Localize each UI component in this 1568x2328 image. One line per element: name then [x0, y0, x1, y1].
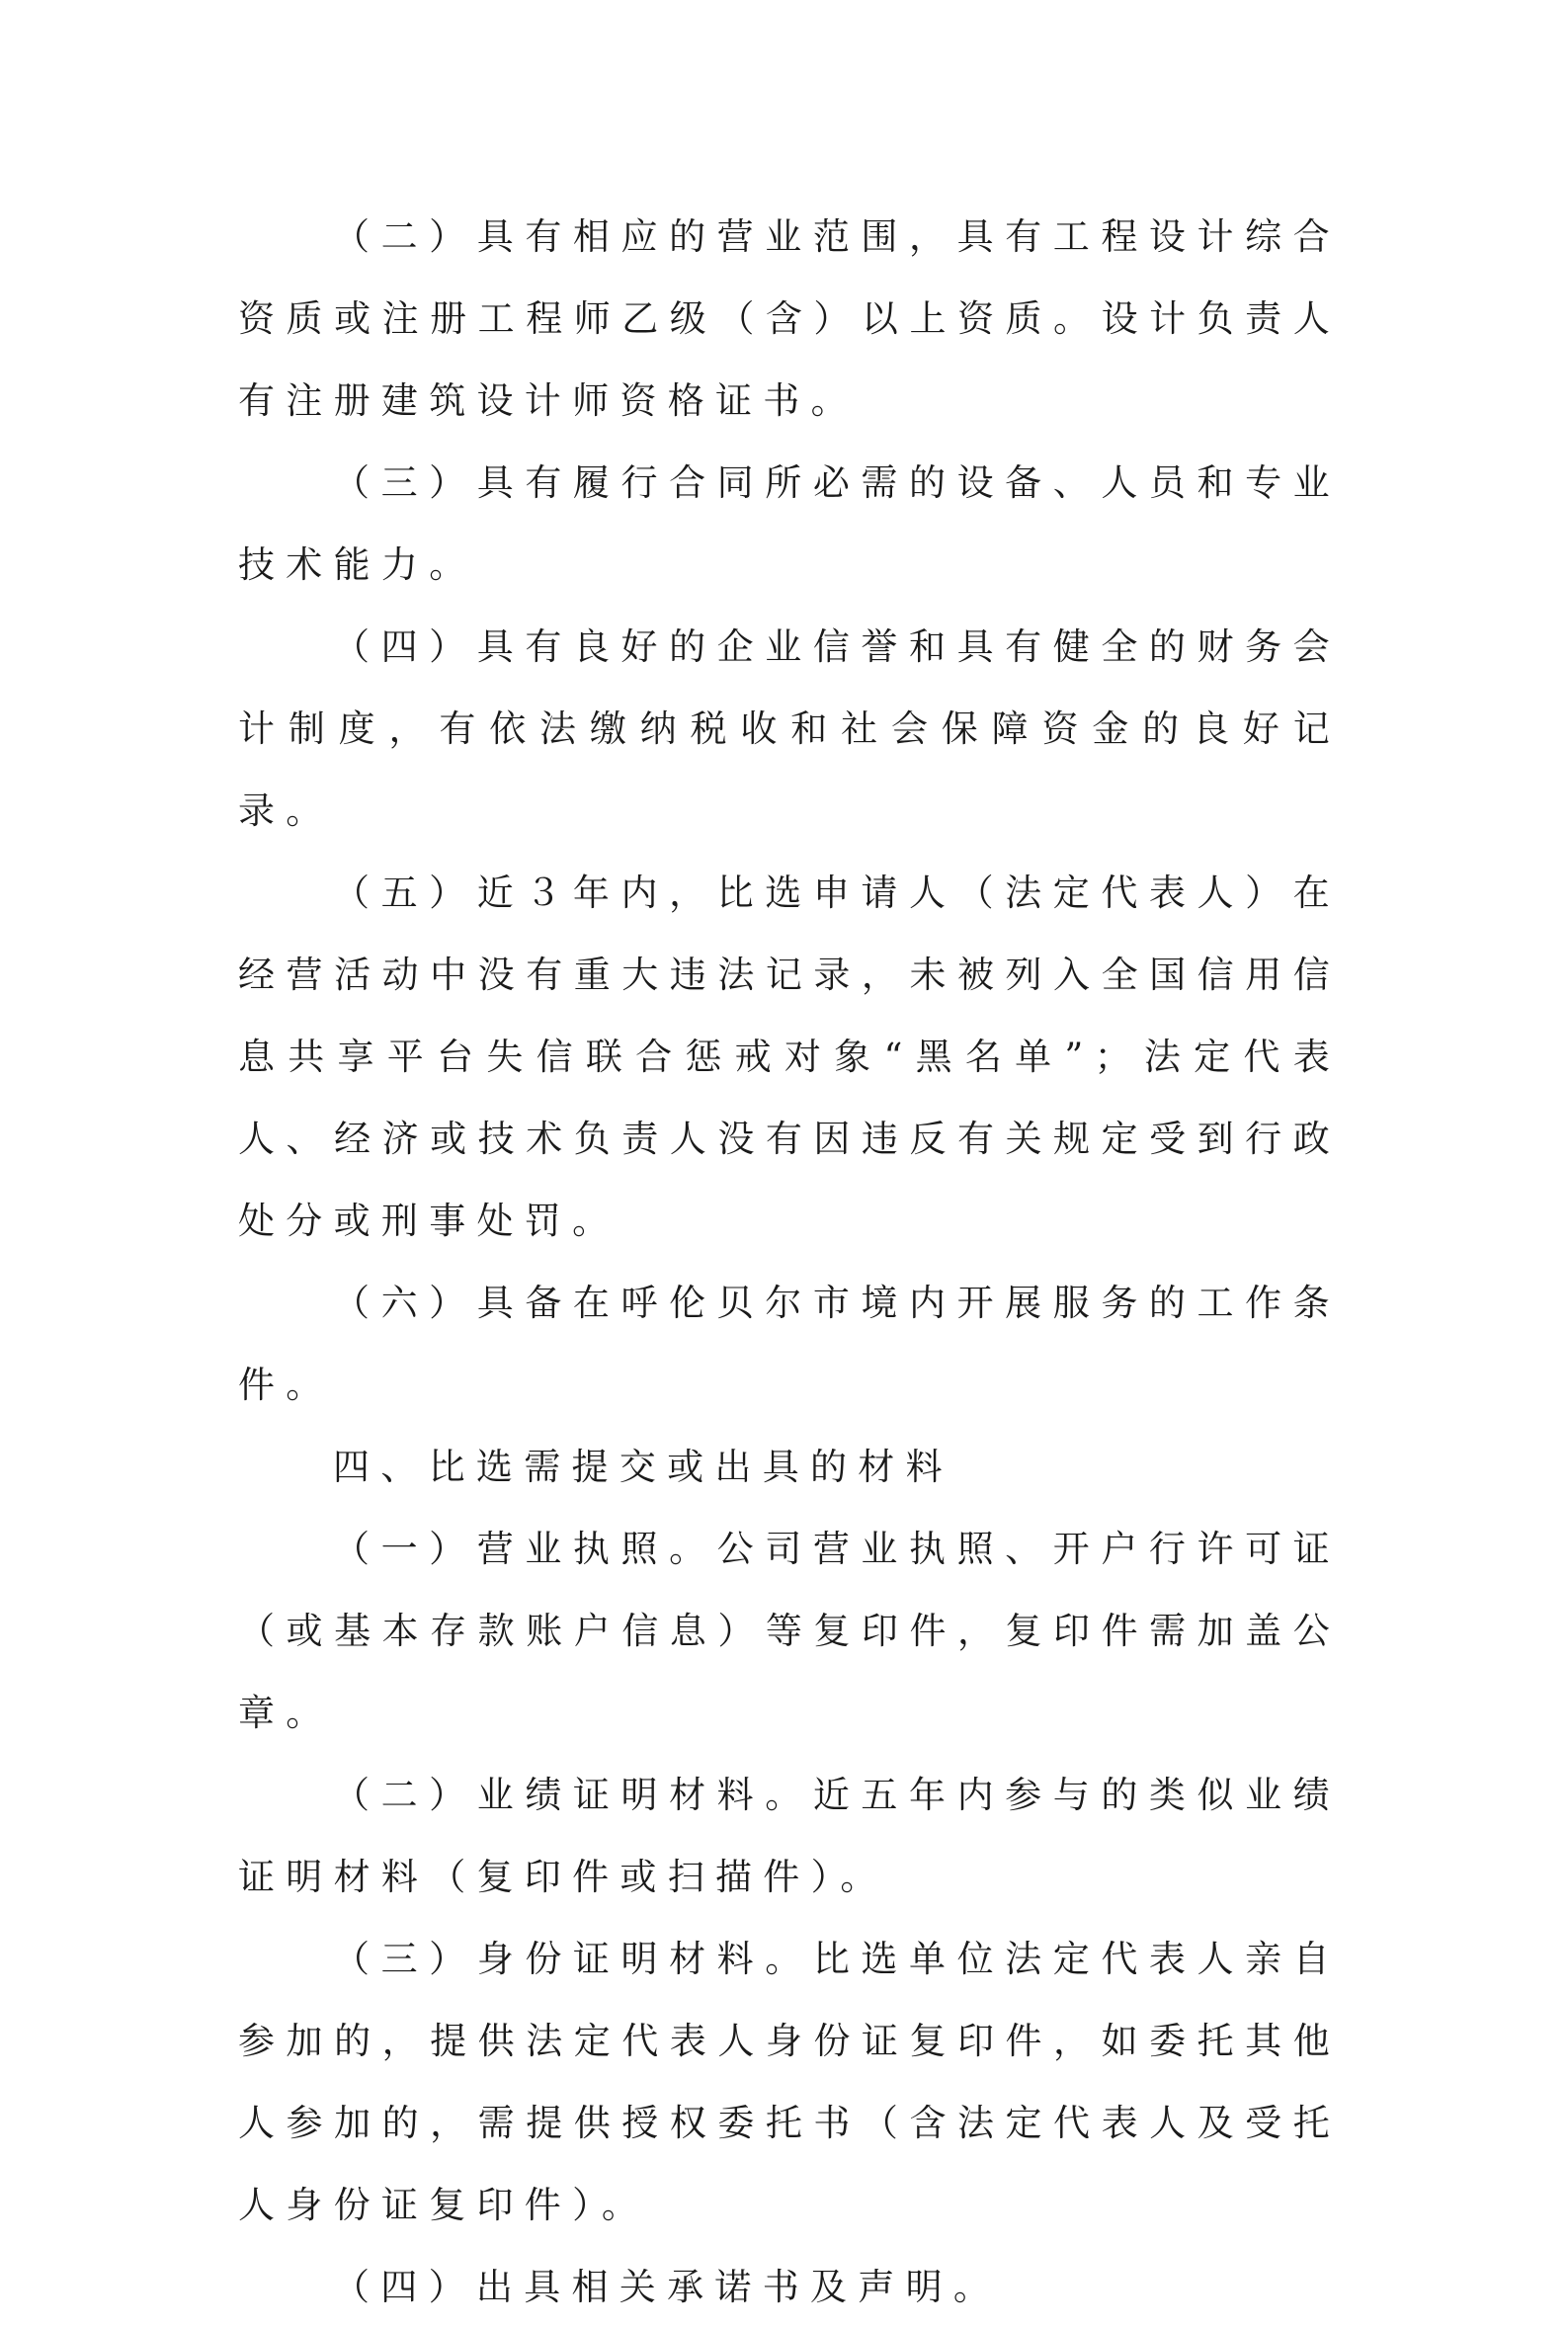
- requirement-4: （四）具有良好的企业信誉和具有健全的财务会计制度，有依法缴纳税收和社会保障资金的良好记录。: [238, 625, 1341, 832]
- material-4: （四）出具相关承诺书及声明。: [333, 2266, 1002, 2308]
- requirement-3: （三）具有履行合同所必需的设备、人员和专业技术能力。: [238, 461, 1341, 586]
- material-3: （三）身份证明材料。比选单位法定代表人亲自参加的，提供法定代表人身份证复印件，如委托其他人参加的，需提供授权委托书（含法定代表人及受托人身份证复印件）。: [238, 1938, 1341, 2226]
- material-1: （一）营业执照。公司营业执照、开户行许可证（或基本存款账户信息）等复印件，复印件需加盖公章。: [238, 1528, 1341, 1734]
- material-2: （二）业绩证明材料。近五年内参与的类似业绩证明材料（复印件或扫描件）。: [238, 1774, 1341, 1898]
- requirement-2: （二）具有相应的营业范围，具有工程设计综合资质或注册工程师乙级（含）以上资质。设计负责人有注册建筑设计师资格证书。: [238, 215, 1341, 422]
- requirement-6: （六）具备在呼伦贝尔市境内开展服务的工作条件。: [238, 1282, 1341, 1406]
- section-heading: 四、比选需提交或出具的材料: [333, 1446, 953, 1488]
- document-page: [238, 196, 1341, 2328]
- requirement-5: （五）近３年内，比选申请人（法定代表人）在经营活动中没有重大违法记录，未被列入全国信用信息共享平台失信联合惩戒对象“黑名单”；法定代表人、经济或技术负责人没有因违反有关规定受到行政处分或刑事处罚。: [238, 872, 1341, 1242]
